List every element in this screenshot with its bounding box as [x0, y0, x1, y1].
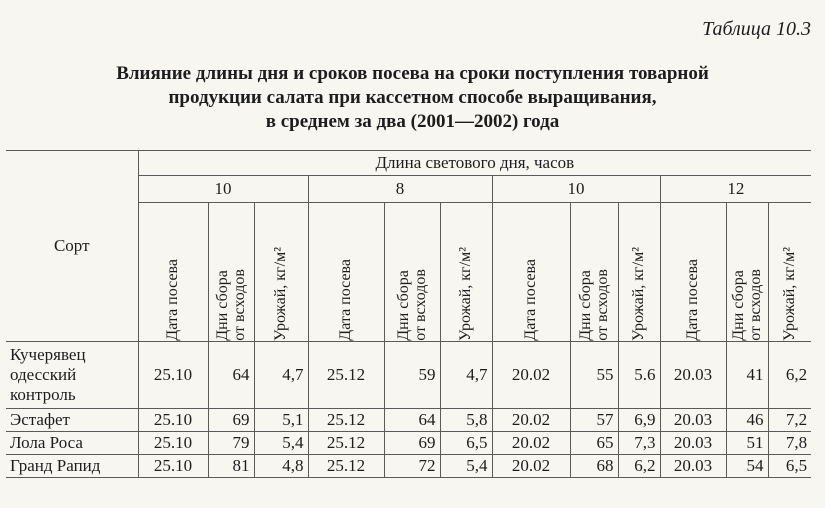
cell-yield: 6,5 — [768, 455, 811, 478]
row-sort-name — [6, 409, 138, 432]
table-body — [6, 342, 811, 478]
header-col-days-line2: от всходов — [412, 269, 429, 341]
cell-days: 69 — [208, 409, 254, 432]
cell-yield: 5,4 — [254, 432, 308, 455]
cell-date: 20.03 — [660, 455, 726, 478]
cell-days: 41 — [726, 342, 768, 409]
cell-yield: 5,8 — [440, 409, 492, 432]
cell-date: 20.02 — [492, 455, 570, 478]
header-col-date-label: Дата посева — [684, 259, 701, 341]
cell-yield: 5.6 — [618, 342, 660, 409]
cell-date: 25.12 — [308, 432, 384, 455]
sort-name-line: контроль — [10, 385, 76, 404]
cell-yield: 5,4 — [440, 455, 492, 478]
cell-days: 69 — [384, 432, 440, 455]
title-line-1: Влияние длины дня и сроков посева на сроки поступления товарной — [116, 63, 709, 84]
header-col-days-line2: от всходов — [594, 269, 611, 341]
cell-yield: 6,2 — [618, 455, 660, 478]
header-col-days-line2: от всходов — [231, 269, 248, 341]
cell-yield: 7,8 — [768, 432, 811, 455]
header-col-date — [138, 203, 208, 342]
data-table — [6, 150, 811, 478]
header-col-days — [570, 203, 618, 342]
sort-name-line: одесский — [10, 365, 77, 384]
table-title — [0, 62, 825, 134]
header-col-days-label — [577, 263, 611, 341]
cell-days: 55 — [570, 342, 618, 409]
cell-days: 68 — [570, 455, 618, 478]
header-col-days — [384, 203, 440, 342]
cell-date: 20.02 — [492, 342, 570, 409]
cell-yield: 4,7 — [440, 342, 492, 409]
cell-days: 79 — [208, 432, 254, 455]
table-row — [6, 409, 811, 432]
cell-date: 20.02 — [492, 409, 570, 432]
cell-days: 64 — [384, 409, 440, 432]
table-row — [6, 432, 811, 455]
cell-days: 81 — [208, 455, 254, 478]
cell-yield: 7,3 — [618, 432, 660, 455]
sort-name-line: Гранд Рапид — [10, 456, 101, 475]
header-col-yield-label: Урожай, кг/м² — [630, 247, 647, 341]
cell-date: 25.12 — [308, 342, 384, 409]
header-col-date-label: Дата посева — [164, 259, 181, 341]
cell-days: 46 — [726, 409, 768, 432]
cell-yield: 4,7 — [254, 342, 308, 409]
cell-date: 20.03 — [660, 409, 726, 432]
row-sort-name — [6, 432, 138, 455]
header-col-yield — [254, 203, 308, 342]
header-col-days-line1: Дни сбора — [214, 270, 231, 341]
header-col-days-line1: Дни сбора — [395, 270, 412, 341]
title-line-3: в среднем за два (2001—2002) года — [265, 111, 560, 132]
header-col-days-label — [214, 263, 248, 341]
header-group-2: 8 — [308, 176, 492, 203]
header-col-yield-label: Урожай, кг/м² — [457, 247, 474, 341]
header-col-date — [492, 203, 570, 342]
cell-days: 72 — [384, 455, 440, 478]
table-number-label: Таблица 10.3 — [702, 18, 811, 40]
header-col-days-line1: Дни сбора — [730, 270, 747, 341]
cell-yield: 6,2 — [768, 342, 811, 409]
cell-date: 25.10 — [138, 432, 208, 455]
cell-yield: 7,2 — [768, 409, 811, 432]
header-col-date — [308, 203, 384, 342]
header-col-days — [208, 203, 254, 342]
header-group-4: 12 — [660, 176, 811, 203]
cell-days: 57 — [570, 409, 618, 432]
title-line-2: продукции салата при кассетном способе выращивания, — [168, 87, 657, 108]
header-col-date-label: Дата посева — [522, 259, 539, 341]
cell-date: 25.10 — [138, 409, 208, 432]
header-col-days-line2: от всходов — [747, 269, 764, 341]
header-col-yield-label: Урожай, кг/м² — [272, 247, 289, 341]
header-col-days-line1: Дни сбора — [577, 270, 594, 341]
header-col-yield — [768, 203, 811, 342]
header-col-days-label — [730, 263, 764, 341]
header-col-yield — [440, 203, 492, 342]
header-day-length: Длина светового дня, часов — [138, 151, 811, 176]
header-group-1: 10 — [138, 176, 308, 203]
cell-days: 65 — [570, 432, 618, 455]
cell-days: 51 — [726, 432, 768, 455]
table-row — [6, 342, 811, 409]
cell-yield: 4,8 — [254, 455, 308, 478]
header-col-date — [660, 203, 726, 342]
cell-date: 20.03 — [660, 432, 726, 455]
cell-days: 64 — [208, 342, 254, 409]
row-sort-name — [6, 342, 138, 409]
cell-yield: 6,9 — [618, 409, 660, 432]
header-col-days-label — [395, 263, 429, 341]
cell-yield: 6,5 — [440, 432, 492, 455]
cell-date: 20.02 — [492, 432, 570, 455]
cell-days: 54 — [726, 455, 768, 478]
cell-date: 20.03 — [660, 342, 726, 409]
sort-name-line: Кучерявец — [10, 345, 86, 364]
header-col-days — [726, 203, 768, 342]
header-col-yield — [618, 203, 660, 342]
cell-date: 25.10 — [138, 455, 208, 478]
table-row — [6, 455, 811, 478]
cell-date: 25.10 — [138, 342, 208, 409]
cell-date: 25.12 — [308, 409, 384, 432]
header-col-date-label: Дата посева — [337, 259, 354, 341]
cell-yield: 5,1 — [254, 409, 308, 432]
cell-date: 25.12 — [308, 455, 384, 478]
row-sort-name — [6, 455, 138, 478]
header-col-yield-label: Урожай, кг/м² — [780, 247, 798, 341]
header-group-3: 10 — [492, 176, 660, 203]
sort-name-line: Лола Роса — [10, 433, 83, 452]
header-sort: Сорт — [6, 151, 138, 342]
sort-name-line: Эстафет — [10, 410, 70, 429]
cell-days: 59 — [384, 342, 440, 409]
